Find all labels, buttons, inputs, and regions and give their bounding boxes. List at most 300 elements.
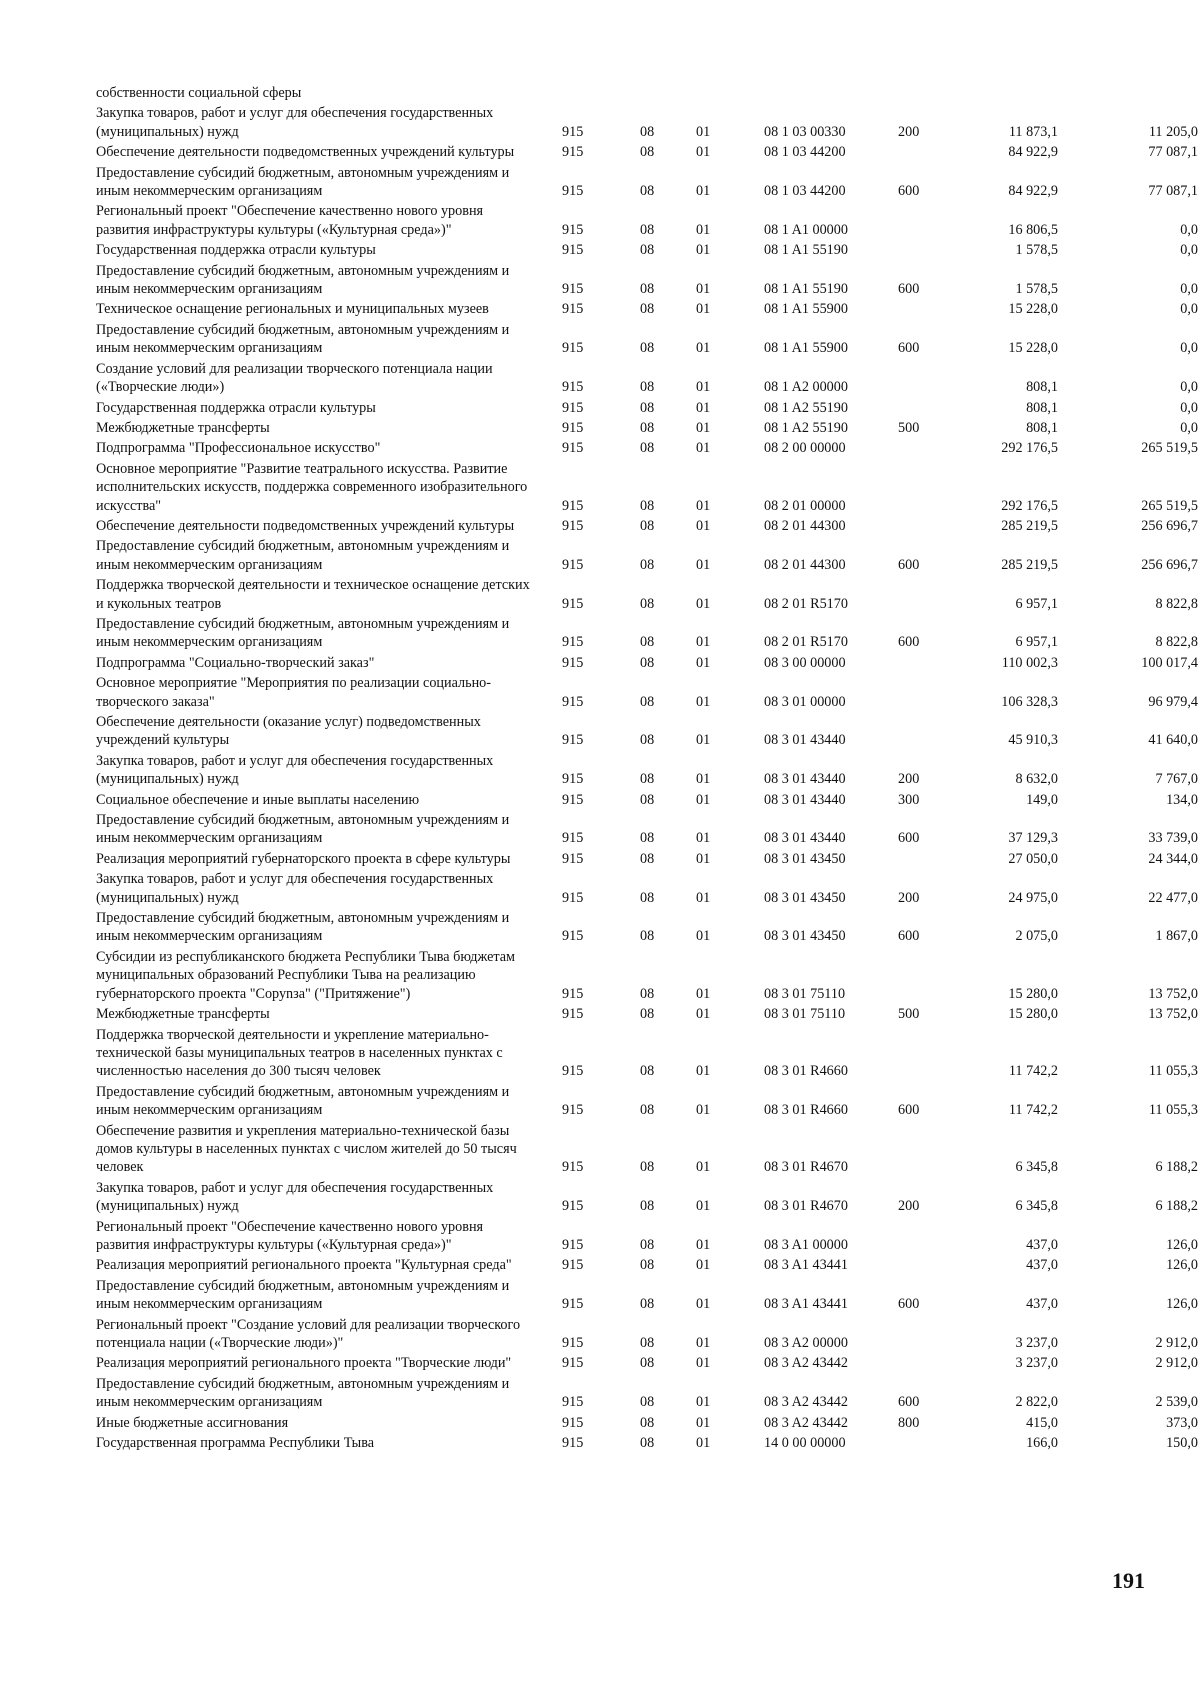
row-subsection-code: 01 — [696, 440, 711, 457]
table-row — [96, 613, 1200, 652]
row-expense-type — [898, 1352, 958, 1372]
row-amount-year1: 15 228,0 — [1008, 340, 1058, 357]
row-section-code: 08 — [640, 1335, 655, 1351]
row-expense-type: 300 — [898, 791, 920, 808]
row-amount-year1: 11 742,2 — [1008, 1102, 1058, 1119]
row-section-code: 08 — [640, 221, 655, 238]
row-section-code: 08 — [640, 399, 655, 416]
row-section-code: 08 — [640, 654, 655, 671]
row-section-code: 08 — [640, 144, 655, 161]
row-grbs-code: 915 — [562, 556, 584, 573]
row-grbs-code: 915 — [562, 654, 584, 671]
row-amount-year1: 37 129,3 — [1008, 830, 1058, 847]
row-subsection-code: 01 — [696, 1257, 711, 1274]
row-expense-type — [898, 1120, 958, 1177]
budget-table-body — [96, 84, 1200, 1452]
row-target-article: 08 3 01 43450 — [764, 889, 846, 906]
row-amount-year1: 285 219,5 — [1001, 556, 1058, 573]
row-description: Подпрограмма "Профессиональное искусство" — [96, 440, 381, 457]
row-amount-year1: 15 280,0 — [1008, 985, 1058, 1002]
row-expense-type — [898, 358, 958, 397]
row-expense-type: 800 — [898, 1414, 920, 1431]
row-grbs-code: 915 — [562, 1063, 584, 1080]
row-amount-year2: 265 519,5 — [1141, 497, 1198, 514]
row-grbs-code: 915 — [562, 693, 584, 710]
row-amount-year1: 415,0 — [1026, 1414, 1058, 1431]
table-row — [96, 260, 1200, 299]
row-grbs-code: 915 — [562, 379, 584, 396]
row-description: Региональный проект "Создание условий для реализации творческого потенциала нации («Творческие люди»)" — [96, 1316, 521, 1351]
row-amount-year2: 6 188,2 — [1155, 1198, 1198, 1215]
table-row — [96, 102, 1200, 141]
table-row — [96, 868, 1200, 907]
row-target-article: 08 2 01 00000 — [764, 497, 846, 514]
row-amount-year1: 106 328,3 — [1001, 693, 1058, 710]
row-amount-year2: 265 519,5 — [1141, 440, 1198, 457]
table-row — [96, 515, 1200, 535]
row-section-code: 08 — [640, 1063, 655, 1080]
row-target-article: 08 2 01 44300 — [764, 556, 846, 573]
table-row — [96, 652, 1200, 672]
row-grbs-code: 915 — [562, 144, 584, 161]
row-expense-type — [898, 848, 958, 868]
row-subsection-code: 01 — [696, 556, 711, 573]
row-subsection-code: 01 — [696, 985, 711, 1002]
row-target-article: 08 1 03 44200 — [764, 183, 846, 200]
row-grbs-code: 915 — [562, 889, 584, 906]
row-section-code — [634, 84, 690, 102]
row-target-article: 08 3 A2 43442 — [764, 1355, 848, 1372]
row-expense-type — [898, 1024, 958, 1081]
row-section-code: 08 — [640, 1159, 655, 1176]
table-row — [96, 1373, 1200, 1412]
row-amount-year2: 96 979,4 — [1148, 693, 1198, 710]
row-amount-year1: 15 280,0 — [1008, 1006, 1058, 1023]
row-description: Межбюджетные трансферты — [96, 419, 270, 436]
row-grbs-code: 915 — [562, 1394, 584, 1411]
row-subsection-code: 01 — [696, 517, 711, 534]
row-target-article: 08 2 01 44300 — [764, 517, 846, 534]
row-section-code: 08 — [640, 183, 655, 200]
row-subsection-code: 01 — [696, 654, 711, 671]
row-target-article: 08 3 A1 43441 — [764, 1296, 848, 1313]
row-amount-year1: 84 922,9 — [1008, 144, 1058, 161]
row-grbs-code — [546, 84, 634, 102]
row-amount-year1: 1 578,5 — [1015, 281, 1058, 298]
row-amount-year2: 0,0 — [1180, 379, 1198, 396]
row-amount-year1: 24 975,0 — [1008, 889, 1058, 906]
row-amount-year1: 292 176,5 — [1001, 440, 1058, 457]
row-subsection-code: 01 — [696, 791, 711, 808]
row-expense-type: 600 — [898, 928, 920, 945]
row-subsection-code: 01 — [696, 1236, 711, 1253]
row-section-code: 08 — [640, 242, 655, 259]
row-target-article: 08 1 A2 00000 — [764, 379, 848, 396]
row-description: Закупка товаров, работ и услуг для обеспечения государственных (муниципальных) нужд — [96, 752, 494, 788]
row-subsection-code: 01 — [696, 693, 711, 710]
row-subsection-code: 01 — [696, 399, 711, 416]
table-row — [96, 535, 1200, 574]
row-amount-year1: 6 345,8 — [1015, 1198, 1058, 1215]
row-expense-type: 500 — [898, 419, 920, 436]
row-expense-type — [898, 946, 958, 1003]
row-grbs-code: 915 — [562, 791, 584, 808]
row-section-code: 08 — [640, 1394, 655, 1411]
row-description: собственности социальной сферы — [96, 85, 302, 101]
row-amount-year2: 0,0 — [1180, 301, 1198, 318]
budget-table-page — [96, 84, 1198, 1452]
row-description: Предоставление субсидий бюджетным, автономным учреждениям и иным некоммерческим организациям — [96, 812, 510, 847]
row-amount-year1: 437,0 — [1026, 1296, 1058, 1313]
row-amount-year2: 256 696,7 — [1141, 556, 1198, 573]
row-amount-year2: 22 477,0 — [1148, 889, 1198, 906]
row-amount-year2: 77 087,1 — [1148, 144, 1198, 161]
row-expense-type — [898, 437, 958, 457]
row-grbs-code: 915 — [562, 830, 584, 847]
row-amount-year2: 2 912,0 — [1155, 1335, 1198, 1351]
row-amount-year2: 126,0 — [1166, 1257, 1198, 1274]
row-section-code: 08 — [640, 889, 655, 906]
row-grbs-code: 915 — [562, 123, 584, 140]
row-expense-type: 600 — [898, 183, 920, 200]
row-subsection-code: 01 — [696, 1102, 711, 1119]
row-amount-year2: 126,0 — [1166, 1296, 1198, 1313]
row-grbs-code: 915 — [562, 928, 584, 945]
row-description: Основное мероприятие "Мероприятия по реализации социально-творческого заказа" — [96, 675, 491, 710]
table-row — [96, 750, 1200, 789]
table-row — [96, 417, 1200, 437]
row-section-code: 08 — [640, 830, 655, 847]
table-row — [96, 141, 1200, 161]
row-section-code: 08 — [640, 850, 655, 867]
row-expense-type: 200 — [898, 1198, 920, 1215]
row-amount-year1: 11 873,1 — [1008, 123, 1058, 140]
row-amount-year1: 45 910,3 — [1008, 732, 1058, 749]
row-grbs-code: 915 — [562, 419, 584, 436]
table-row — [96, 672, 1200, 711]
row-target-article: 08 3 01 43450 — [764, 928, 846, 945]
row-description: Обеспечение деятельности (оказание услуг) подведомственных учреждений культуры — [96, 714, 481, 749]
table-row — [96, 1432, 1200, 1452]
row-subsection-code: 01 — [696, 1394, 711, 1411]
table-row — [96, 458, 1200, 515]
row-amount-year2 — [1084, 84, 1200, 102]
row-grbs-code: 915 — [562, 517, 584, 534]
row-target-article: 08 1 03 00330 — [764, 123, 846, 140]
row-description: Предоставление субсидий бюджетным, автономным учреждениям и иным некоммерческим организациям — [96, 538, 510, 573]
row-section-code: 08 — [640, 985, 655, 1002]
row-amount-year1: 808,1 — [1026, 399, 1058, 416]
row-amount-year2: 256 696,7 — [1141, 517, 1198, 534]
row-amount-year2: 0,0 — [1180, 340, 1198, 357]
row-description: Государственная поддержка отрасли культуры — [96, 399, 376, 416]
row-description: Реализация мероприятий регионального проекта "Культурная среда" — [96, 1257, 512, 1274]
row-target-article — [744, 84, 898, 102]
row-amount-year2: 1 867,0 — [1155, 928, 1198, 945]
table-row — [96, 239, 1200, 259]
row-description: Государственная поддержка отрасли культуры — [96, 242, 376, 259]
table-row — [96, 1024, 1200, 1081]
row-subsection-code: 01 — [696, 1063, 711, 1080]
row-section-code: 08 — [640, 1435, 655, 1452]
row-section-code: 08 — [640, 281, 655, 298]
row-target-article: 08 1 A1 55900 — [764, 340, 848, 357]
row-subsection-code: 01 — [696, 123, 711, 140]
row-description: Предоставление субсидий бюджетным, автономным учреждениям и иным некоммерческим организациям — [96, 321, 510, 357]
row-amount-year2: 373,0 — [1166, 1414, 1198, 1431]
table-row — [96, 1177, 1200, 1216]
row-expense-type: 600 — [898, 556, 920, 573]
row-expense-type: 600 — [898, 1296, 920, 1313]
row-subsection-code: 01 — [696, 1198, 711, 1215]
row-section-code: 08 — [640, 379, 655, 396]
row-target-article: 08 3 A2 43442 — [764, 1414, 848, 1431]
row-amount-year1: 3 237,0 — [1015, 1335, 1058, 1351]
row-grbs-code: 915 — [562, 595, 584, 612]
row-target-article: 08 3 A1 00000 — [764, 1236, 848, 1253]
table-row — [96, 574, 1200, 613]
row-description: Реализация мероприятий губернаторского проекта в сфере культуры — [96, 850, 511, 867]
row-amount-year1: 6 957,1 — [1015, 595, 1058, 612]
row-description: Закупка товаров, работ и услуг для обеспечения государственных (муниципальных) нужд — [96, 871, 494, 906]
row-target-article: 08 3 01 43450 — [764, 850, 846, 867]
row-section-code: 08 — [640, 556, 655, 573]
row-subsection-code: 01 — [696, 1006, 711, 1023]
row-subsection-code: 01 — [696, 830, 711, 847]
row-amount-year2: 0,0 — [1180, 281, 1198, 298]
row-description: Создание условий для реализации творческого потенциала нации («Творческие люди») — [96, 360, 493, 396]
row-subsection-code: 01 — [696, 497, 711, 514]
row-section-code: 08 — [640, 440, 655, 457]
row-amount-year1: 6 345,8 — [1015, 1159, 1058, 1176]
row-target-article: 08 3 A2 00000 — [764, 1335, 848, 1351]
row-amount-year2: 0,0 — [1180, 221, 1198, 238]
row-amount-year1: 6 957,1 — [1015, 634, 1058, 651]
row-target-article: 08 3 01 75110 — [764, 1006, 846, 1023]
row-description: Предоставление субсидий бюджетным, автономным учреждениям и иным некоммерческим организациям — [96, 1277, 510, 1313]
table-row — [96, 162, 1200, 201]
row-subsection-code: 01 — [696, 850, 711, 867]
row-amount-year1: 8 632,0 — [1015, 771, 1058, 788]
row-amount-year1: 84 922,9 — [1008, 183, 1058, 200]
row-description: Предоставление субсидий бюджетным, автономным учреждениям и иным некоммерческим организациям — [96, 910, 510, 945]
row-target-article: 14 0 00 00000 — [764, 1435, 846, 1452]
table-row — [96, 1120, 1200, 1177]
row-amount-year2: 41 640,0 — [1148, 732, 1198, 749]
row-section-code: 08 — [640, 340, 655, 357]
row-grbs-code: 915 — [562, 440, 584, 457]
row-expense-type — [898, 1432, 958, 1452]
row-section-code: 08 — [640, 1414, 655, 1431]
row-expense-type — [898, 397, 958, 417]
row-grbs-code: 915 — [562, 1435, 584, 1452]
row-amount-year2: 134,0 — [1166, 791, 1198, 808]
row-target-article: 08 1 A1 55900 — [764, 301, 848, 318]
row-target-article: 08 3 01 R4660 — [764, 1063, 848, 1080]
row-amount-year1: 808,1 — [1026, 379, 1058, 396]
table-row — [96, 298, 1200, 318]
row-description: Предоставление субсидий бюджетным, автономным учреждениям и иным некоммерческим организациям — [96, 1083, 510, 1119]
row-description: Предоставление субсидий бюджетным, автономным учреждениям и иным некоммерческим организациям — [96, 262, 510, 298]
row-section-code: 08 — [640, 1296, 655, 1313]
row-description: Государственная программа Республики Тыва — [96, 1435, 374, 1452]
row-section-code: 08 — [640, 634, 655, 651]
row-grbs-code: 915 — [562, 183, 584, 200]
table-row — [96, 1412, 1200, 1432]
row-description: Техническое оснащение региональных и муниципальных музеев — [96, 301, 489, 318]
row-subsection-code: 01 — [696, 379, 711, 396]
row-target-article: 08 1 A1 00000 — [764, 221, 848, 238]
row-amount-year2: 24 344,0 — [1148, 850, 1198, 867]
row-amount-year2: 7 767,0 — [1155, 771, 1198, 788]
row-target-article: 08 1 A2 55190 — [764, 419, 848, 436]
row-expense-type — [898, 1314, 958, 1353]
row-amount-year1: 437,0 — [1026, 1236, 1058, 1253]
row-section-code: 08 — [640, 928, 655, 945]
row-expense-type — [898, 574, 958, 613]
row-amount-year2: 0,0 — [1180, 399, 1198, 416]
row-subsection-code: 01 — [696, 1296, 711, 1313]
row-description: Основное мероприятие "Развитие театрального искусства. Развитие исполнительских искусств, поддержка современного изобразительного искусства" — [96, 460, 528, 514]
table-row — [96, 1081, 1200, 1120]
row-section-code: 08 — [640, 1236, 655, 1253]
row-subsection-code: 01 — [696, 889, 711, 906]
row-target-article: 08 3 01 R4670 — [764, 1198, 848, 1215]
row-section-code: 08 — [640, 517, 655, 534]
row-subsection-code: 01 — [696, 221, 711, 238]
row-target-article: 08 3 01 R4670 — [764, 1159, 848, 1176]
row-grbs-code: 915 — [562, 1355, 584, 1372]
row-description: Подпрограмма "Социально-творческий заказ" — [96, 654, 375, 671]
row-grbs-code: 915 — [562, 1414, 584, 1431]
row-section-code: 08 — [640, 301, 655, 318]
row-expense-type — [898, 458, 958, 515]
row-subsection-code: 01 — [696, 144, 711, 161]
table-row — [96, 711, 1200, 750]
row-expense-type — [898, 1254, 958, 1274]
row-subsection-code: 01 — [696, 1355, 711, 1372]
table-row — [96, 319, 1200, 358]
table-row — [96, 907, 1200, 946]
row-target-article: 08 3 01 00000 — [764, 693, 846, 710]
row-section-code: 08 — [640, 732, 655, 749]
row-description: Закупка товаров, работ и услуг для обеспечения государственных (муниципальных) нужд — [96, 1179, 494, 1215]
table-row — [96, 397, 1200, 417]
row-section-code: 08 — [640, 1102, 655, 1119]
row-subsection-code: 01 — [696, 595, 711, 612]
row-subsection-code: 01 — [696, 1335, 711, 1351]
row-section-code: 08 — [640, 693, 655, 710]
row-amount-year1: 437,0 — [1026, 1257, 1058, 1274]
row-expense-type — [898, 84, 958, 102]
row-target-article: 08 3 A1 43441 — [764, 1257, 848, 1274]
row-subsection-code: 01 — [696, 1435, 711, 1452]
row-section-code: 08 — [640, 123, 655, 140]
row-target-article: 08 1 03 44200 — [764, 144, 846, 161]
row-grbs-code: 915 — [562, 301, 584, 318]
row-amount-year1: 27 050,0 — [1008, 850, 1058, 867]
row-target-article: 08 3 01 43440 — [764, 830, 846, 847]
row-description: Социальное обеспечение и иные выплаты населению — [96, 791, 420, 808]
row-target-article: 08 3 01 R4660 — [764, 1102, 848, 1119]
row-grbs-code: 915 — [562, 1257, 584, 1274]
row-description: Поддержка творческой деятельности и укрепление материально-технической базы муниципальных театров в населенных пунктах с численностью населения до 300 тысяч человек — [96, 1026, 503, 1080]
row-section-code: 08 — [640, 595, 655, 612]
row-subsection-code: 01 — [696, 419, 711, 436]
row-section-code: 08 — [640, 771, 655, 788]
row-description: Региональный проект "Обеспечение качественно нового уровня развития инфраструктуры культуры («Культурная среда»)" — [96, 1218, 484, 1253]
row-amount-year1: 11 742,2 — [1008, 1063, 1058, 1080]
row-grbs-code: 915 — [562, 340, 584, 357]
row-subsection-code: 01 — [696, 242, 711, 259]
row-expense-type — [898, 141, 958, 161]
row-expense-type — [898, 652, 958, 672]
table-row — [96, 84, 1200, 102]
row-description: Предоставление субсидий бюджетным, автономным учреждениям и иным некоммерческим организациям — [96, 164, 510, 200]
row-expense-type: 600 — [898, 1102, 920, 1119]
row-target-article: 08 3 01 43440 — [764, 791, 846, 808]
row-target-article: 08 3 00 00000 — [764, 654, 846, 671]
table-row — [96, 358, 1200, 397]
row-description: Обеспечение деятельности подведомственных учреждений культуры — [96, 144, 515, 161]
row-grbs-code: 915 — [562, 1102, 584, 1119]
row-subsection-code: 01 — [696, 281, 711, 298]
row-grbs-code: 915 — [562, 221, 584, 238]
row-amount-year2: 0,0 — [1180, 242, 1198, 259]
row-description: Обеспечение развития и укрепления материально-технической базы домов культуры в населенных пунктах с числом жителей до 50 тысяч человек — [96, 1122, 517, 1176]
row-amount-year2: 100 017,4 — [1141, 654, 1198, 671]
budget-table — [96, 84, 1200, 1452]
row-description: Предоставление субсидий бюджетным, автономным учреждениям и иным некоммерческим организациям — [96, 615, 510, 651]
row-expense-type: 500 — [898, 1006, 920, 1023]
row-amount-year2: 77 087,1 — [1148, 183, 1198, 200]
row-description: Поддержка творческой деятельности и техническое оснащение детских и кукольных театров — [96, 577, 530, 612]
row-expense-type: 600 — [898, 281, 920, 298]
row-grbs-code: 915 — [562, 497, 584, 514]
row-target-article: 08 2 00 00000 — [764, 440, 846, 457]
row-amount-year2: 2 912,0 — [1155, 1355, 1198, 1372]
row-subsection-code: 01 — [696, 634, 711, 651]
row-subsection-code: 01 — [696, 1414, 711, 1431]
table-row — [96, 1314, 1200, 1353]
row-grbs-code: 915 — [562, 1159, 584, 1176]
row-amount-year2: 0,0 — [1180, 419, 1198, 436]
row-expense-type: 200 — [898, 771, 920, 788]
row-section-code: 08 — [640, 791, 655, 808]
row-expense-type — [898, 200, 958, 239]
row-amount-year1: 166,0 — [1026, 1435, 1058, 1452]
row-amount-year1: 15 228,0 — [1008, 301, 1058, 318]
row-grbs-code: 915 — [562, 732, 584, 749]
row-grbs-code: 915 — [562, 634, 584, 651]
page-number: 191 — [1112, 1568, 1145, 1593]
table-row — [96, 1254, 1200, 1274]
row-amount-year2: 13 752,0 — [1148, 985, 1198, 1002]
row-grbs-code: 915 — [562, 1006, 584, 1023]
row-subsection-code — [690, 84, 744, 102]
row-section-code: 08 — [640, 1355, 655, 1372]
row-amount-year2: 11 205,0 — [1148, 123, 1198, 140]
row-amount-year1: 2 075,0 — [1015, 928, 1058, 945]
row-grbs-code: 915 — [562, 1236, 584, 1253]
table-row — [96, 789, 1200, 809]
row-target-article: 08 1 A1 55190 — [764, 242, 848, 259]
row-amount-year1: 149,0 — [1026, 791, 1058, 808]
row-description: Обеспечение деятельности подведомственных учреждений культуры — [96, 517, 515, 534]
row-amount-year1: 808,1 — [1026, 419, 1058, 436]
row-description: Предоставление субсидий бюджетным, автономным учреждениям и иным некоммерческим организациям — [96, 1375, 510, 1411]
row-expense-type — [898, 239, 958, 259]
